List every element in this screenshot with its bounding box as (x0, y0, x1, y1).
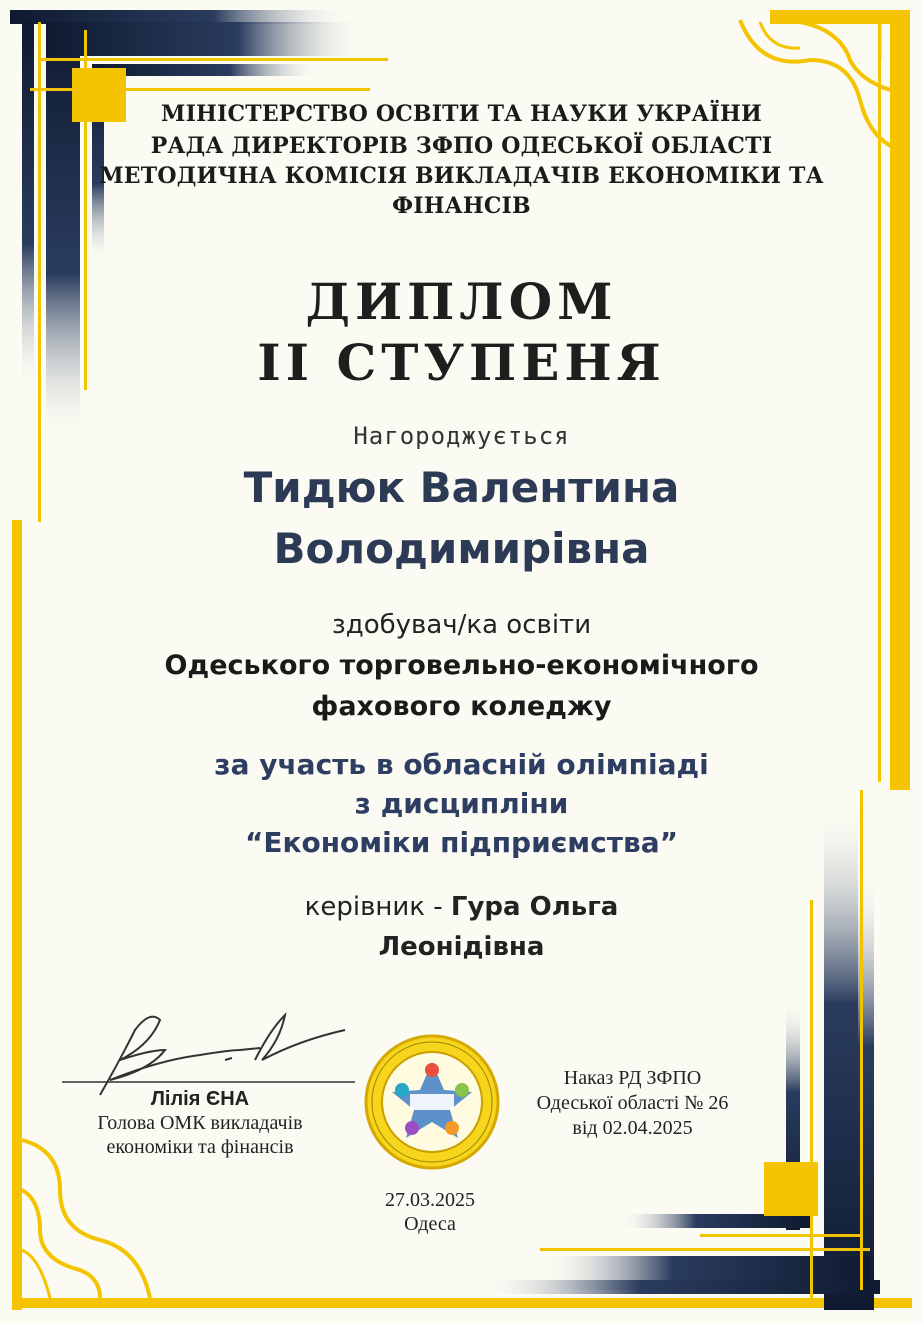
recipient-role: здобувач/ка освіти (331, 610, 592, 640)
signatory-name: Лілія ЄНА (150, 1088, 250, 1110)
commission-line-cont: ФІНАНСІВ (392, 193, 531, 219)
commission-line: МЕТОДИЧНА КОМІСІЯ ВИКЛАДАЧІВ ЕКОНОМІКИ ТА (99, 163, 824, 189)
diploma-title: ДИПЛОМ (305, 272, 618, 331)
order-date: від 02.04.2025 (572, 1117, 693, 1139)
recipient-patronymic: Володимирівна (273, 524, 650, 573)
supervisor-name-cont: Леонідівна (378, 932, 545, 962)
recipient-name: Тидюк Валентина (243, 463, 680, 512)
ministry-line: МІНІСТЕРСТВО ОСВІТИ ТА НАУКИ УКРАЇНИ (161, 101, 762, 127)
frame-bar (92, 64, 322, 76)
signatory-position-cont: економіки та фінансів (106, 1136, 294, 1158)
supervisor-line (0, 887, 923, 927)
council-line: РАДА ДИРЕКТОРІВ ЗФПО ОДЕСЬКОЇ ОБЛАСТІ (150, 133, 773, 159)
gold-line (38, 58, 388, 61)
supervisor-prefix: керівник - (304, 892, 451, 922)
issue-info (330, 1188, 530, 1236)
award-text: Нагороджується (353, 422, 570, 450)
order-region: Одеської області № 26 (536, 1092, 729, 1114)
frame-bar (10, 10, 350, 24)
official-seal (366, 1036, 498, 1168)
contest-discipline-label: з дисципліни (354, 787, 569, 820)
issue-date: 27.03.2025 (385, 1189, 475, 1211)
handwritten-signature (62, 1015, 355, 1095)
contest-text: за участь в обласній олімпіаді (214, 748, 709, 781)
frame-bar (46, 22, 366, 56)
gold-line (540, 1248, 870, 1251)
institution-name: Одеського торговельно-економічного (164, 650, 759, 681)
frame-bar (480, 1280, 880, 1294)
frame-bar (620, 1214, 810, 1228)
signatory-position: Голова ОМК викладачів (97, 1112, 303, 1134)
institution-name-cont: фахового коледжу (311, 691, 612, 722)
order-reference (500, 1066, 765, 1141)
gold-line (860, 790, 863, 1290)
diploma-degree: ІІ СТУПЕНЯ (257, 333, 666, 392)
order-line: Наказ РД ЗФПО (563, 1067, 702, 1089)
gold-square (764, 1162, 818, 1216)
frame-bar (824, 800, 858, 1310)
contest-discipline: “Економіки підприємства” (244, 826, 679, 859)
supervisor-name: Гура Ольга (450, 892, 619, 922)
issue-city: Одеса (404, 1213, 456, 1235)
signatory-block (40, 1088, 360, 1159)
gold-line (700, 1234, 860, 1237)
